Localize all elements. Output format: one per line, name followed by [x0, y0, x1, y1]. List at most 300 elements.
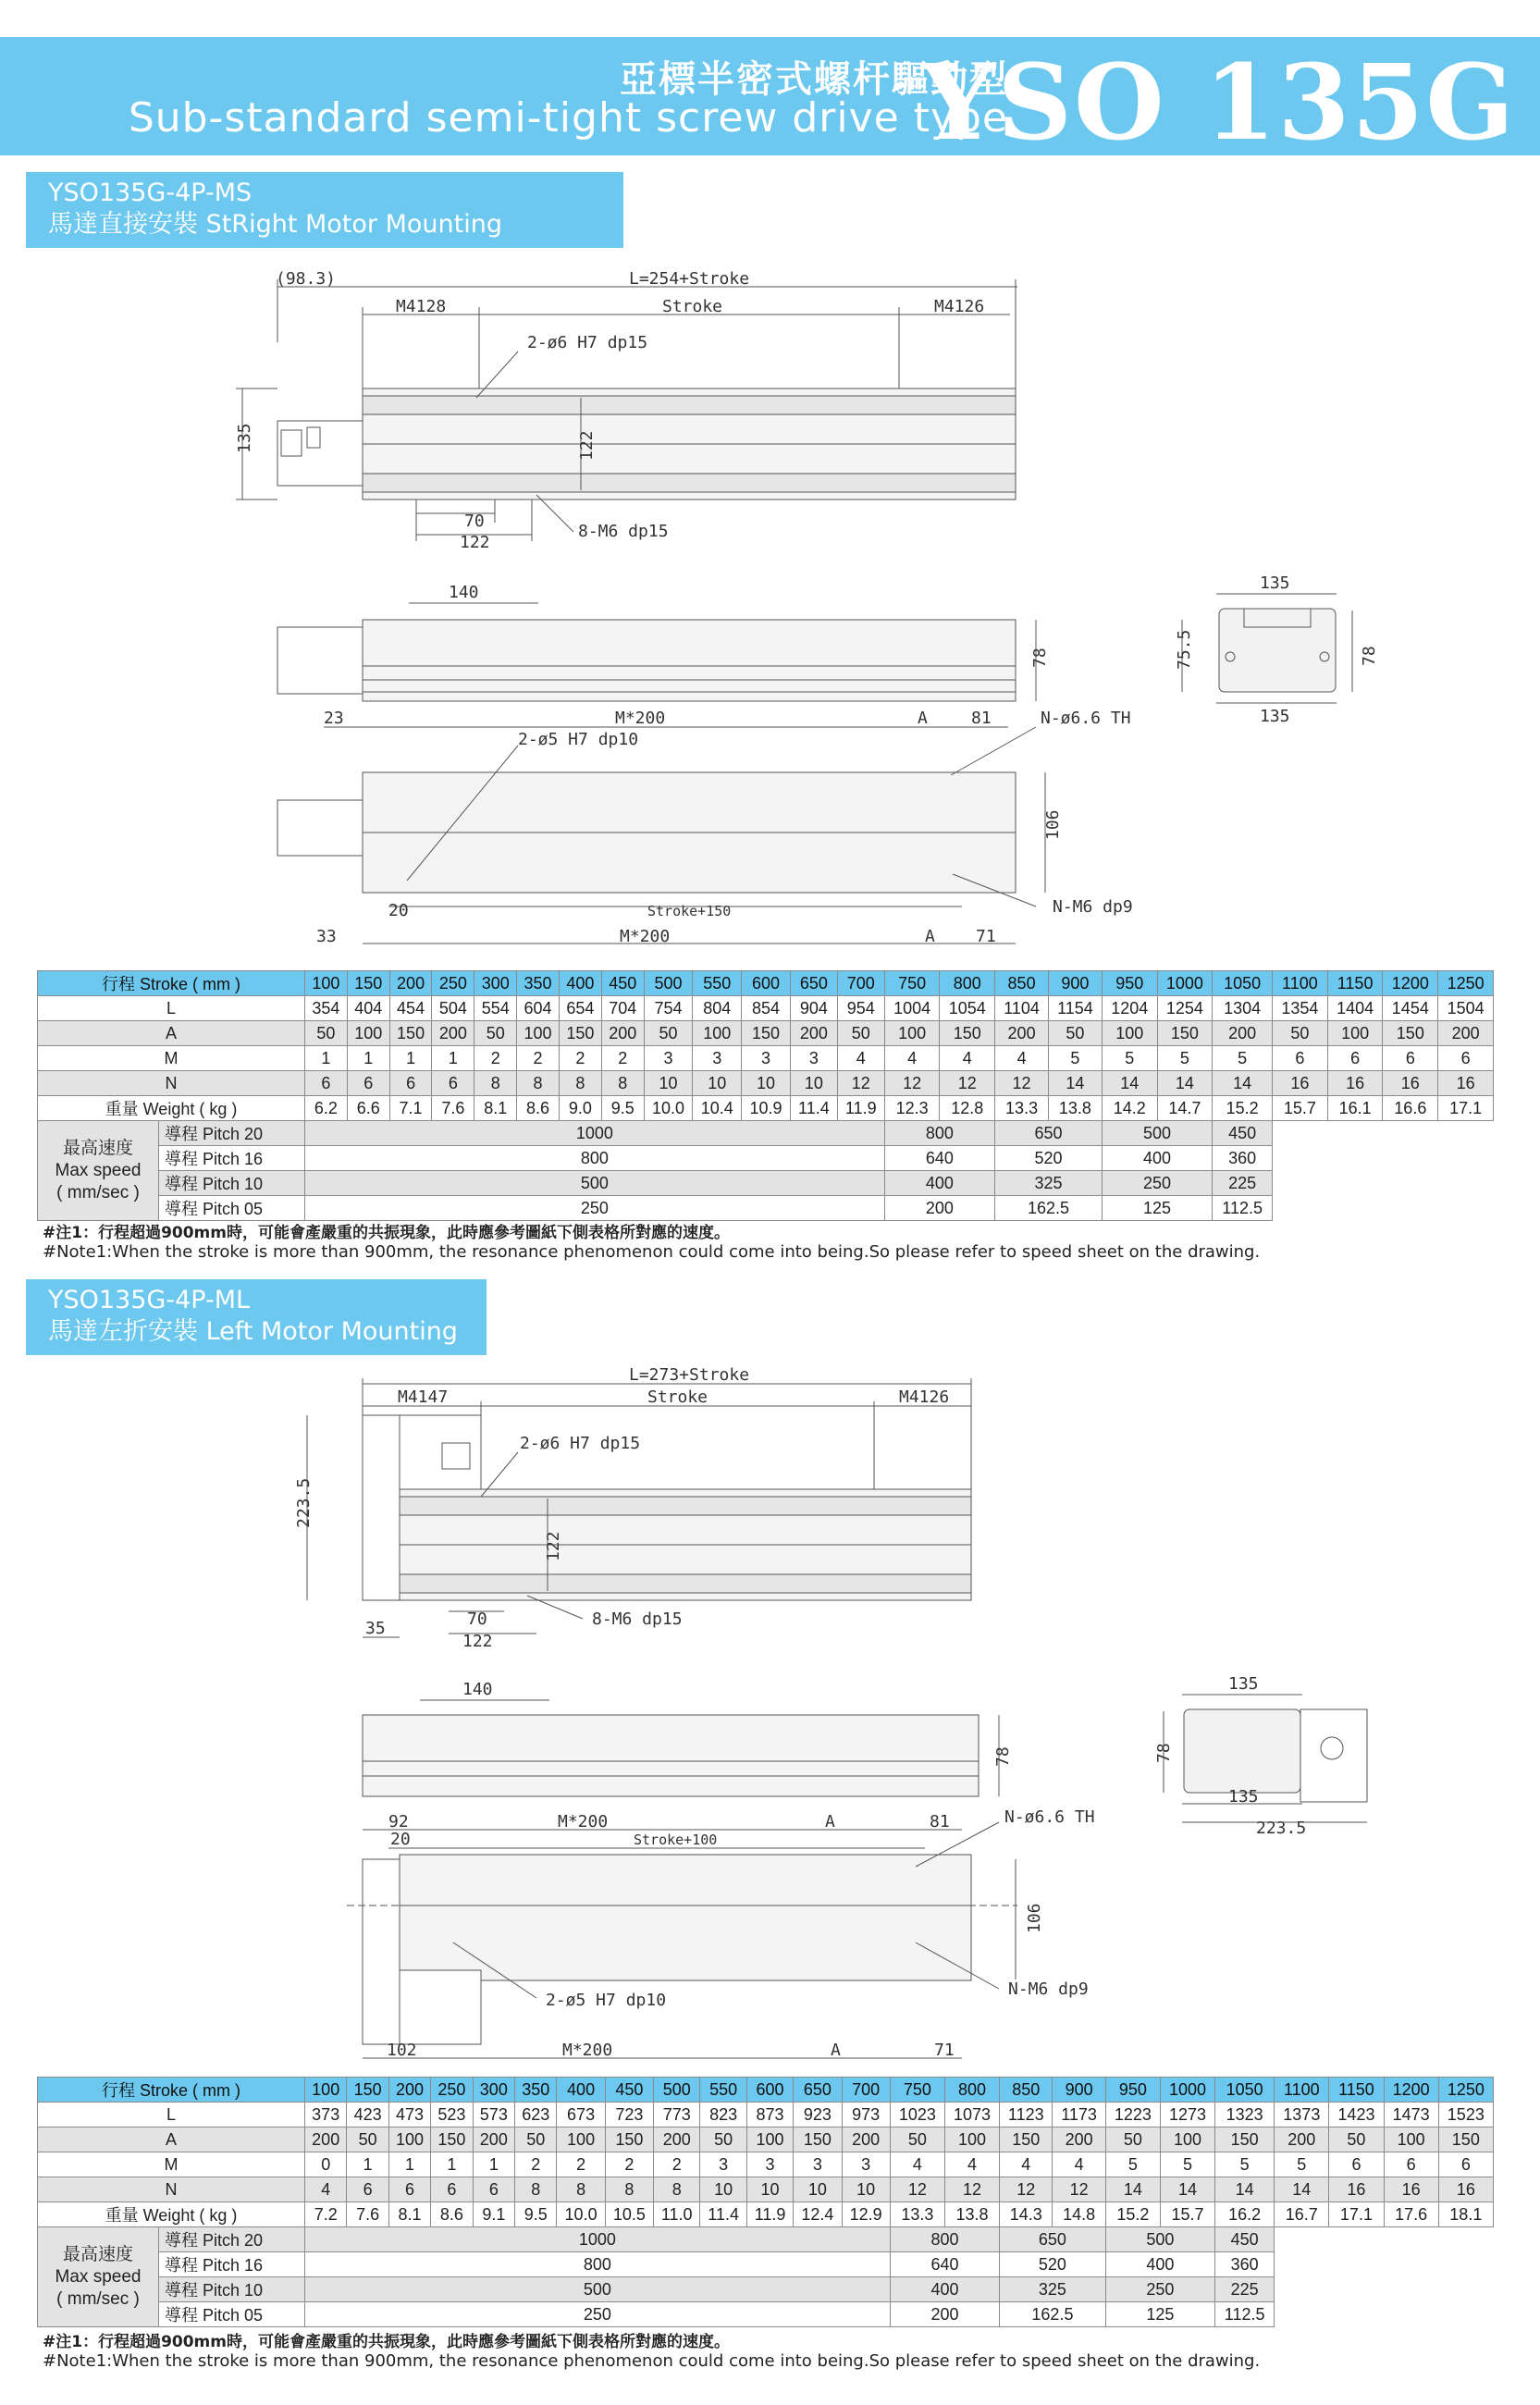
table-cell: 1273	[1160, 2103, 1214, 2128]
table-cell: 17.1	[1329, 2202, 1384, 2227]
table-cell: 423	[347, 2103, 388, 2128]
ml-dim-stroke100: Stroke+100	[634, 1832, 718, 1848]
n-label: N	[38, 1071, 305, 1096]
table-cell: 800	[305, 2252, 891, 2277]
table-cell: 1	[431, 2152, 473, 2177]
table-cell: 2	[517, 1046, 560, 1071]
table-cell: 100	[517, 1021, 560, 1046]
ml-dim-length: L=273+Stroke	[629, 1365, 750, 1385]
table-cell: 450	[1215, 2227, 1275, 2252]
table-cell: 1000	[305, 2227, 891, 2252]
table-cell: 1504	[1438, 996, 1494, 1021]
ms-dim-th: N-ø6.6 TH	[1041, 709, 1131, 728]
ml-dim-end-w-total: 223.5	[1256, 1819, 1307, 1838]
table-cell: 14	[1157, 1071, 1213, 1096]
table-cell: 800	[940, 971, 995, 996]
ml-dim-pin-hole: 2-ø6 H7 dp15	[520, 1434, 641, 1453]
table-cell: 12.4	[794, 2202, 842, 2227]
table-cell: 100	[944, 2128, 999, 2152]
table-cell: 400	[890, 2277, 999, 2302]
table-cell: 125	[1102, 1196, 1212, 1221]
table-cell: 162.5	[1000, 2302, 1106, 2327]
ml-dim-tap2: N-M6 dp9	[1008, 1980, 1089, 1999]
ml-dim-tap: 8-M6 dp15	[592, 1610, 683, 1629]
table-cell: 1323	[1215, 2103, 1275, 2128]
ml-dim-stroke: Stroke	[647, 1388, 708, 1407]
table-cell: 100	[746, 2128, 793, 2152]
ms-dim-stroke150: Stroke+150	[647, 903, 732, 919]
table-cell: 8	[601, 1071, 644, 1096]
table-cell: 3	[693, 1046, 742, 1071]
table-cell: 500	[305, 1171, 885, 1196]
table-cell: 550	[700, 2078, 746, 2103]
table-cell: 8	[474, 1071, 517, 1096]
table-cell: 800	[305, 1146, 885, 1171]
weight-label: 重量 Weight ( kg )	[38, 1096, 305, 1121]
table-cell: 100	[1384, 2128, 1438, 2152]
table-cell: 450	[601, 971, 644, 996]
ml-note	[43, 2328, 1260, 2371]
table-cell: 16.7	[1275, 2202, 1329, 2227]
table-cell: 5	[1102, 1046, 1157, 1071]
table-cell: 6	[431, 2177, 473, 2202]
table-cell: 14.3	[1000, 2202, 1053, 2227]
table-cell: 150	[1215, 2128, 1275, 2152]
table-cell: 1173	[1053, 2103, 1105, 2128]
table-cell: 200	[842, 2128, 890, 2152]
table-cell: 700	[837, 971, 884, 996]
ml-dim-hole-span: 122	[462, 1632, 493, 1651]
table-cell: 13.8	[1049, 1096, 1103, 1121]
table-cell: 8	[517, 1071, 560, 1096]
table-cell: 150	[794, 2128, 842, 2152]
ms-dim-tap: 8-M6 dp15	[578, 522, 669, 541]
pitch-label: 導程 Pitch 20	[159, 1121, 305, 1146]
table-cell: 573	[473, 2103, 514, 2128]
table-cell: 1423	[1329, 2103, 1384, 2128]
table-cell: 1150	[1329, 2078, 1384, 2103]
stroke-label: 行程 Stroke ( mm )	[38, 971, 305, 996]
table-cell: 8.6	[431, 2202, 473, 2227]
table-cell: 2	[515, 2152, 557, 2177]
section-ms-drawing	[0, 259, 1540, 962]
table-cell: 2	[557, 2152, 605, 2177]
table-cell: 400	[559, 971, 601, 996]
table-cell: 17.6	[1384, 2202, 1438, 2227]
table-cell: 200	[1053, 2128, 1105, 2152]
table-row	[38, 1046, 1494, 1071]
table-cell: 3	[746, 2152, 793, 2177]
ml-dim-m-right: M4126	[899, 1388, 950, 1407]
table-cell: 1004	[884, 996, 940, 1021]
ml-dim-hole-spacing: 70	[467, 1610, 487, 1629]
ml-dim-height: 223.5	[294, 1477, 314, 1528]
table-cell: 2	[605, 2152, 653, 2177]
table-cell: 250	[305, 2302, 891, 2327]
table-cell: 5	[1157, 1046, 1213, 1071]
table-cell: 800	[944, 2078, 999, 2103]
table-cell: 1023	[890, 2103, 944, 2128]
ml-dim-side-h: 78	[993, 1746, 1013, 1767]
stroke-label: 行程 Stroke ( mm )	[38, 2078, 305, 2103]
table-cell: 10	[693, 1071, 742, 1096]
table-cell: 1073	[944, 2103, 999, 2128]
table-cell: 1100	[1273, 971, 1328, 996]
table-cell: 11.4	[700, 2202, 746, 2227]
table-cell: 14.2	[1102, 1096, 1157, 1121]
table-cell: 373	[305, 2103, 347, 2128]
pitch-label: 導程 Pitch 10	[159, 1171, 305, 1196]
table-cell: 6	[1383, 1046, 1438, 1071]
ml-dim-end-w: 135	[1228, 1674, 1259, 1694]
table-cell: 1523	[1438, 2103, 1493, 2128]
table-cell: 12	[884, 1071, 940, 1096]
table-cell: 1	[347, 2152, 388, 2177]
table-cell: 12.9	[842, 2202, 890, 2227]
table-cell: 5	[1215, 2152, 1275, 2177]
table-cell: 10	[794, 2177, 842, 2202]
table-cell: 10	[644, 1071, 693, 1096]
table-row	[38, 996, 1494, 1021]
table-cell: 12	[940, 1071, 995, 1096]
table-cell: 14	[1275, 2177, 1329, 2202]
table-cell: 1	[388, 2152, 430, 2177]
table-cell: 1	[305, 1046, 348, 1071]
table-row	[38, 2152, 1494, 2177]
table-cell: 360	[1215, 2252, 1275, 2277]
table-cell: 6	[473, 2177, 514, 2202]
table-cell: 14	[1213, 1071, 1273, 1096]
ms-dim-carriage: 140	[449, 583, 479, 602]
ms-note	[43, 1219, 1260, 1262]
table-cell: 1000	[305, 1121, 885, 1146]
table-cell: 13.3	[995, 1096, 1049, 1121]
table-cell: 250	[1105, 2277, 1214, 2302]
table-row	[38, 1021, 1494, 1046]
table-cell: 4	[944, 2152, 999, 2177]
pitch-label: 導程 Pitch 05	[159, 1196, 305, 1221]
table-row	[38, 2128, 1494, 2152]
table-cell: 9.1	[473, 2202, 514, 2227]
table-cell: 16	[1327, 1071, 1383, 1096]
weight-label: 重量 Weight ( kg )	[38, 2202, 305, 2227]
ms-dim-end-w: 135	[1260, 574, 1290, 593]
table-cell: 5	[1160, 2152, 1214, 2177]
table-cell: 1	[473, 2152, 514, 2177]
table-cell: 1250	[1438, 971, 1494, 996]
table-cell: 12	[995, 1071, 1049, 1096]
table-cell: 16	[1329, 2177, 1384, 2202]
table-cell: 1150	[1327, 971, 1383, 996]
table-cell: 1200	[1383, 971, 1438, 996]
speed-label-cn: 最高速度	[62, 1138, 133, 1158]
table-row	[38, 2177, 1494, 2202]
ms-top-view	[235, 269, 1017, 552]
table-cell: 4	[940, 1046, 995, 1071]
table-cell: 162.5	[995, 1196, 1103, 1221]
table-cell: 15.7	[1160, 2202, 1214, 2227]
table-cell: 873	[746, 2103, 793, 2128]
table-cell: 200	[388, 2078, 430, 2103]
table-cell: 14.7	[1157, 1096, 1213, 1121]
table-cell: 400	[884, 1171, 994, 1196]
ml-dim-right-off: 81	[930, 1812, 950, 1832]
ml-dim-carriage: 140	[462, 1680, 493, 1699]
section-ms-header	[26, 172, 623, 248]
section-ms-subtitle: 馬達直接安裝 StRight Motor Mounting	[48, 210, 502, 239]
table-cell: 554	[474, 996, 517, 1021]
ms-side-view	[277, 583, 1050, 701]
table-row	[38, 1146, 1494, 1171]
table-cell: 50	[474, 1021, 517, 1046]
table-cell: 50	[890, 2128, 944, 2152]
ms-dim-m-right: M4126	[934, 297, 985, 316]
table-cell: 3	[794, 2152, 842, 2177]
table-cell: 850	[1000, 2078, 1053, 2103]
table-cell: 16.6	[1383, 1096, 1438, 1121]
ms-dim-a: A	[918, 709, 928, 728]
table-cell: 300	[473, 2078, 514, 2103]
ml-dim-off20: 20	[390, 1830, 411, 1849]
table-cell: 354	[305, 996, 348, 1021]
table-cell: 400	[557, 2078, 605, 2103]
ms-dim-m-left: M4128	[396, 297, 447, 316]
ms-dim-bot-a: A	[925, 927, 935, 946]
table-cell: 14	[1102, 1071, 1157, 1096]
table-cell: 150	[1157, 1021, 1213, 1046]
ms-dim-pin-hole: 2-ø6 H7 dp15	[527, 333, 648, 352]
table-cell: 250	[431, 2078, 473, 2103]
table-cell: 404	[347, 996, 389, 1021]
table-cell: 100	[557, 2128, 605, 2152]
table-cell: 640	[884, 1146, 994, 1171]
table-cell: 11.9	[746, 2202, 793, 2227]
table-cell: 13.8	[944, 2202, 999, 2227]
table-cell: 640	[890, 2252, 999, 2277]
table-cell: 1154	[1049, 996, 1103, 1021]
table-cell: 1	[432, 1046, 474, 1071]
table-cell: 6	[1384, 2152, 1438, 2177]
table-row	[38, 1171, 1494, 1196]
table-cell: 500	[654, 2078, 700, 2103]
table-cell: 950	[1105, 2078, 1160, 2103]
table-cell: 5	[1213, 1046, 1273, 1071]
table-cell: 500	[305, 2277, 891, 2302]
table-cell: 50	[1273, 1021, 1328, 1046]
table-cell: 750	[890, 2078, 944, 2103]
table-cell: 200	[884, 1196, 994, 1221]
table-cell: 9.5	[515, 2202, 557, 2227]
table-cell: 654	[559, 996, 601, 1021]
table-cell: 4	[890, 2152, 944, 2177]
table-cell: 900	[1049, 971, 1103, 996]
table-cell: 14.8	[1053, 2202, 1105, 2227]
speed-label-en: Max speed	[55, 1160, 142, 1180]
table-row	[38, 2078, 1494, 2103]
ms-dim-end-h-right: 78	[1360, 646, 1379, 666]
a-label: A	[38, 1021, 305, 1046]
table-cell: 1200	[1384, 2078, 1438, 2103]
ms-dim-hole-spacing: 70	[464, 512, 485, 531]
section-ms-code: YSO135G-4P-MS	[48, 179, 253, 207]
table-cell: 1250	[1438, 2078, 1493, 2103]
table-cell: 6	[347, 1071, 389, 1096]
table-cell: 50	[305, 1021, 348, 1046]
ms-dim-top-offset: (98.3)	[276, 269, 337, 289]
table-cell: 6.6	[347, 1096, 389, 1121]
table-cell: 200	[473, 2128, 514, 2152]
table-cell: 1123	[1000, 2103, 1053, 2128]
table-row	[38, 2202, 1494, 2227]
table-cell: 16.2	[1215, 2202, 1275, 2227]
table-cell: 1223	[1105, 2103, 1160, 2128]
table-cell: 100	[1327, 1021, 1383, 1046]
table-cell: 16	[1383, 1071, 1438, 1096]
table-cell: 520	[995, 1146, 1103, 1171]
ml-dim-a: A	[825, 1812, 835, 1832]
table-cell: 454	[389, 996, 432, 1021]
table-cell: 200	[432, 1021, 474, 1046]
table-cell: 473	[388, 2103, 430, 2128]
n-label: N	[38, 2177, 305, 2202]
table-cell: 600	[742, 971, 791, 996]
table-cell: 8.6	[517, 1096, 560, 1121]
table-cell: 100	[388, 2128, 430, 2152]
table-cell: 400	[1102, 1146, 1212, 1171]
table-cell: 200	[305, 2128, 347, 2152]
table-cell: 800	[890, 2227, 999, 2252]
table-cell: 14	[1105, 2177, 1160, 2202]
table-cell: 8	[559, 1071, 601, 1096]
ml-dim-th: N-ø6.6 TH	[1004, 1807, 1095, 1827]
ms-dim-side-h: 78	[1030, 648, 1050, 668]
table-cell: 500	[1105, 2227, 1214, 2252]
table-cell: 804	[693, 996, 742, 1021]
title-english: Sub-standard semi-tight screw drive type	[128, 94, 1008, 142]
table-cell: 5	[1049, 1046, 1103, 1071]
table-cell: 2	[474, 1046, 517, 1071]
table-cell: 15.2	[1213, 1096, 1273, 1121]
ms-dim-height: 135	[235, 423, 254, 453]
table-cell: 100	[1160, 2128, 1214, 2152]
table-cell: 1	[389, 1046, 432, 1071]
table-cell: 923	[794, 2103, 842, 2128]
table-cell: 10.0	[557, 2202, 605, 2227]
ms-dim-bot-left: 33	[316, 927, 337, 946]
table-cell: 9.5	[601, 1096, 644, 1121]
table-cell: 12.3	[884, 1096, 940, 1121]
table-cell: 12	[837, 1071, 884, 1096]
table-cell: 1354	[1273, 996, 1328, 1021]
table-cell: 16	[1438, 2177, 1493, 2202]
table-cell: 12	[1000, 2177, 1053, 2202]
table-row	[38, 971, 1494, 996]
table-cell: 800	[884, 1121, 994, 1146]
ml-dim-rail: 122	[544, 1531, 563, 1561]
ms-dim-bot-m: M*200	[620, 927, 671, 946]
ms-dim-tap2: N-M6 dp9	[1053, 897, 1133, 917]
table-cell: 504	[432, 996, 474, 1021]
table-cell: 17.1	[1438, 1096, 1494, 1121]
table-cell: 854	[742, 996, 791, 1021]
table-cell: 904	[790, 996, 837, 1021]
table-cell: 50	[515, 2128, 557, 2152]
table-cell: 1304	[1213, 996, 1273, 1021]
table-cell: 523	[431, 2103, 473, 2128]
table-cell: 8	[654, 2177, 700, 2202]
table-cell: 150	[605, 2128, 653, 2152]
table-cell: 325	[995, 1171, 1103, 1196]
table-cell: 5	[1275, 2152, 1329, 2177]
table-cell: 325	[1000, 2277, 1106, 2302]
table-row	[38, 2252, 1494, 2277]
table-cell: 650	[790, 971, 837, 996]
table-cell: 3	[700, 2152, 746, 2177]
table-cell: 0	[305, 2152, 347, 2177]
ms-dim-base-h: 106	[1043, 809, 1063, 840]
table-cell: 650	[995, 1121, 1103, 1146]
table-row	[38, 2277, 1494, 2302]
table-cell: 350	[515, 2078, 557, 2103]
ml-note-en: #Note1:When the stroke is more than 900mm, the resonance phenomenon could come into being.So please refer to speed sheet on the drawing.	[43, 2351, 1261, 2371]
ms-end-view	[1175, 574, 1379, 726]
table-cell: 4	[305, 2177, 347, 2202]
table-row	[38, 1121, 1494, 1146]
table-cell: 150	[940, 1021, 995, 1046]
table-cell: 12.8	[940, 1096, 995, 1121]
table-cell: 12	[1053, 2177, 1105, 2202]
table-cell: 9.0	[559, 1096, 601, 1121]
table-cell: 650	[794, 2078, 842, 2103]
ml-dim-pin-hole2: 2-ø5 H7 dp10	[546, 1991, 667, 2010]
table-cell: 200	[790, 1021, 837, 1046]
table-cell: 150	[347, 2078, 388, 2103]
table-cell: 16	[1438, 1071, 1494, 1096]
table-cell: 1204	[1102, 996, 1157, 1021]
table-cell: 7.6	[347, 2202, 388, 2227]
table-cell: 16	[1384, 2177, 1438, 2202]
table-cell: 10	[742, 1071, 791, 1096]
table-cell: 200	[890, 2302, 999, 2327]
table-cell: 723	[605, 2103, 653, 2128]
table-cell: 350	[517, 971, 560, 996]
ml-bottom-view	[347, 1807, 1095, 2060]
table-row	[38, 1096, 1494, 1121]
table-cell: 100	[305, 971, 348, 996]
table-cell: 50	[837, 1021, 884, 1046]
table-cell: 200	[1213, 1021, 1273, 1046]
ms-spec-table	[37, 970, 1494, 1221]
table-cell: 900	[1053, 2078, 1105, 2103]
table-cell: 520	[1000, 2252, 1106, 2277]
table-cell: 150	[1383, 1021, 1438, 1046]
table-cell: 1373	[1275, 2103, 1329, 2128]
table-cell: 18.1	[1438, 2202, 1493, 2227]
table-cell: 6	[389, 1071, 432, 1096]
table-cell: 100	[305, 2078, 347, 2103]
table-row	[38, 1071, 1494, 1096]
table-cell: 150	[389, 1021, 432, 1046]
table-cell: 2	[559, 1046, 601, 1071]
table-cell: 973	[842, 2103, 890, 2128]
table-cell: 400	[1105, 2252, 1214, 2277]
table-cell: 10.4	[693, 1096, 742, 1121]
a-label: A	[38, 2128, 305, 2152]
ml-side-view	[363, 1680, 1013, 1796]
table-cell: 50	[347, 2128, 388, 2152]
table-cell: 1050	[1215, 2078, 1275, 2103]
table-cell: 600	[746, 2078, 793, 2103]
